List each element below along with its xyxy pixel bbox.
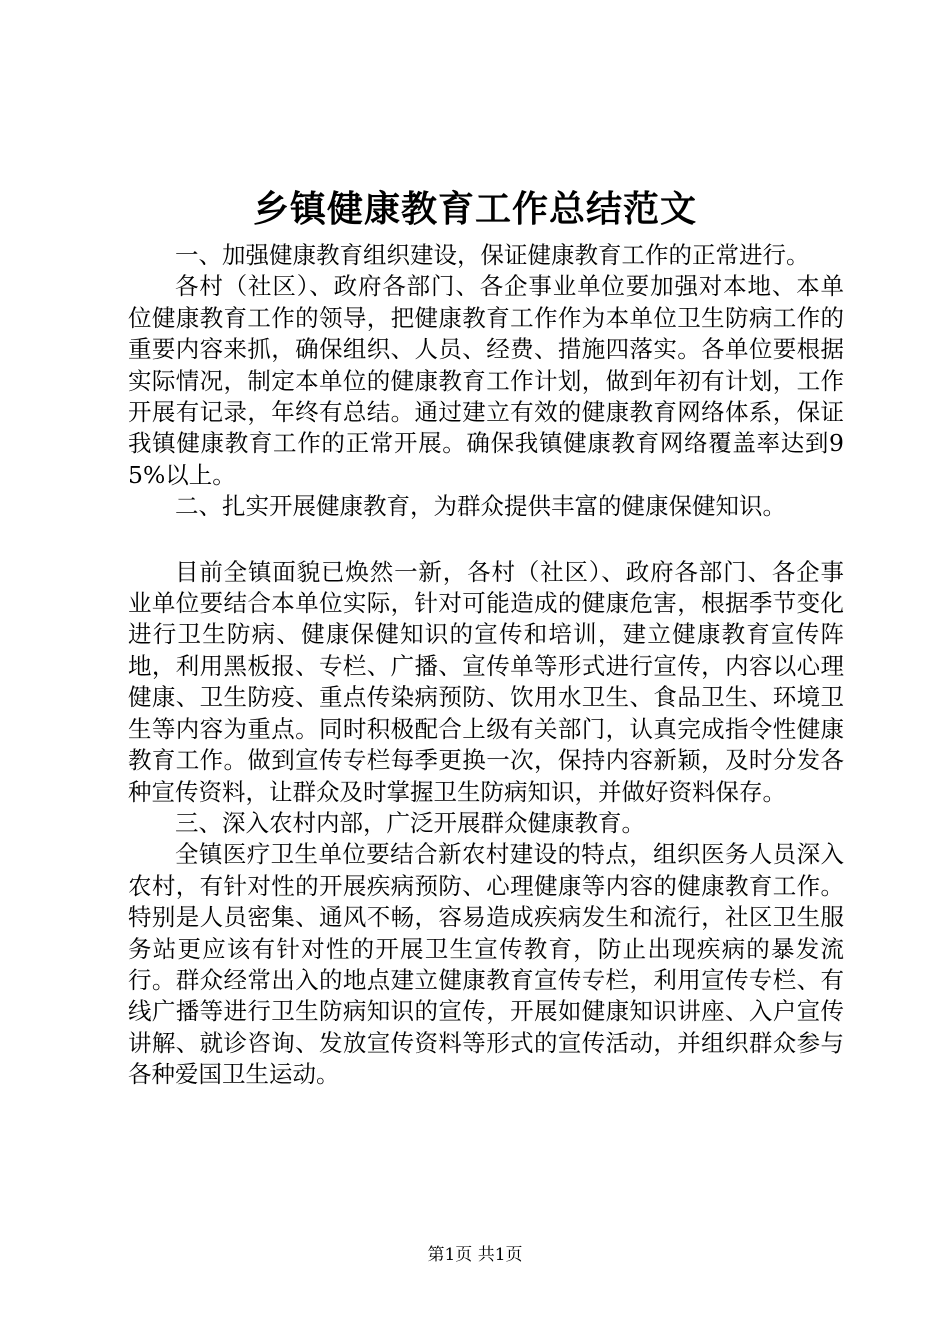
- page-footer: 第1页 共1页: [427, 1245, 523, 1265]
- paragraph-2: 目前全镇面貌已焕然一新，各村（社区）、政府各部门、各企事业单位要结合本单位实际，针对可能造成的健康危害，根据季节变化进行卫生防病、健康保健知识的宣传和培训，建立健康教育宣传阵地，利用黑板报、专栏、广播、宣传单等形式进行宣传，内容以心理健康、卫生防疫、重点传染病预防、饮用水卫生、食品卫生、环境卫生等内容为重点。同时积极配合上级有关部门，认真完成指令性健康教育工作。做到宣传专栏每季更换一次，保持内容新颖，及时分发各种宣传资料，让群众及时掌握卫生防病知识，并做好资料保存。: [128, 557, 844, 806]
- paragraph-spacer: [128, 523, 844, 557]
- paragraph-1: 各村（社区）、政府各部门、各企事业单位要加强对本地、本单位健康教育工作的领导，把健康教育工作作为本单位卫生防病工作的重要内容来抓，确保组织、人员、经费、措施四落实。各单位要根据实际情况，制定本单位的健康教育工作计划，做到年初有计划，工作开展有记录，年终有总结。通过建立有效的健康教育网络体系，保证我镇健康教育工作的正常开展。确保我镇健康教育网络覆盖率达到95%以上。: [128, 272, 844, 489]
- document-body: [128, 240, 844, 1091]
- section-heading-3: 三、深入农村内部，广泛开展群众健康教育。: [175, 808, 645, 837]
- section-heading-1: 一、加强健康教育组织建设，保证健康教育工作的正常进行。: [175, 241, 810, 269]
- paragraph-3: 全镇医疗卫生单位要结合新农村建设的特点，组织医务人员深入农村，有针对性的开展疾病预防、心理健康等内容的健康教育工作。特别是人员密集、通风不畅，容易造成疾病发生和流行，社区卫生服务站更应该有针对性的开展卫生宣传教育，防止出现疾病的暴发流行。群众经常出入的地点建立健康教育宣传专栏，利用宣传专栏、有线广播等进行卫生防病知识的宣传，开展如健康知识讲座、入户宣传讲解、就诊咨询、发放宣传资料等形式的宣传活动，并组织群众参与各种爱国卫生运动。: [128, 840, 844, 1089]
- document-title: 乡镇健康教育工作总结范文: [252, 188, 697, 230]
- section-heading-2: 二、扎实开展健康教育，为群众提供丰富的健康保健知识。: [175, 492, 786, 521]
